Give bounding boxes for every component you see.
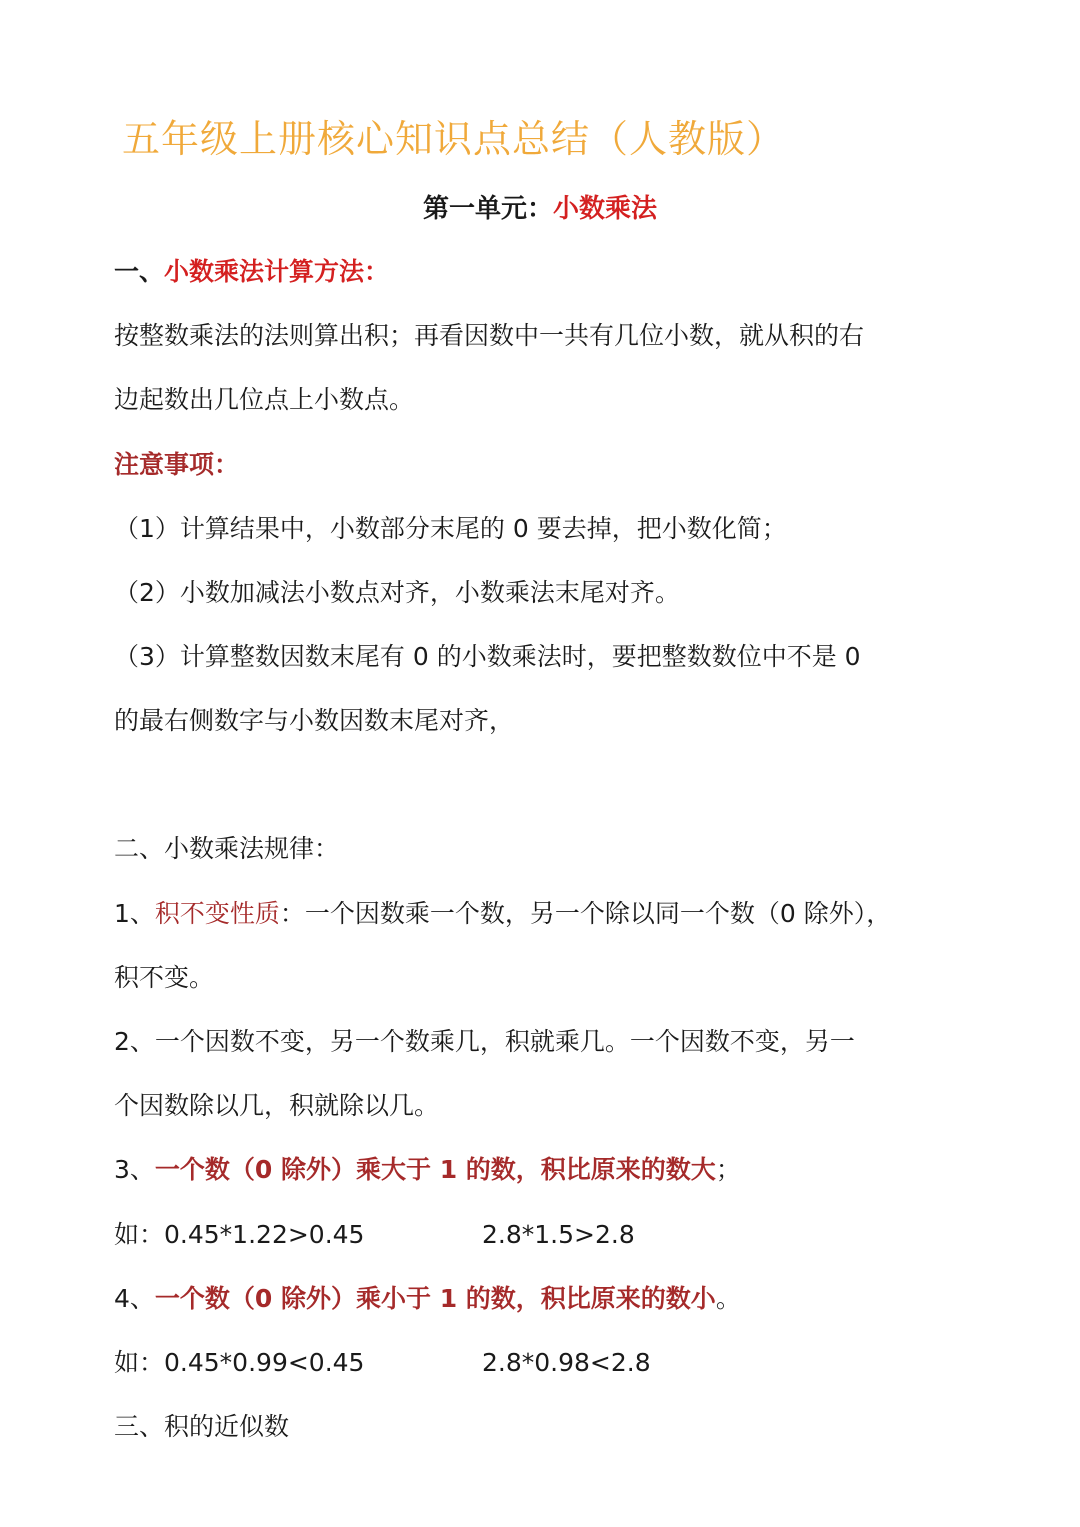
rule4-example-1: 0.45*0.99<0.45	[164, 1348, 365, 1377]
notes-item-2: （2）小数加减法小数点对齐，小数乘法末尾对齐。	[114, 578, 680, 607]
unit-prefix: 第一单元：	[422, 194, 553, 224]
section1-body-line2: 边起数出几位点上小数点。	[114, 385, 415, 414]
unit-name: 小数乘法	[553, 194, 658, 224]
section3-heading: 三、积的近似数	[114, 1412, 290, 1441]
notes-item-1: （1）计算结果中，小数部分末尾的 0 要去掉，把小数化简；	[114, 514, 787, 543]
unit-heading	[0, 188, 1080, 225]
rule3-example-2: 2.8*1.5>2.8	[482, 1220, 635, 1249]
rule4-text: 一个数（0 除外）乘小于 1 的数，积比原来的数小	[154, 1284, 716, 1313]
rule3-example	[114, 1217, 364, 1253]
section1-heading	[114, 254, 389, 290]
rule4-line	[114, 1281, 741, 1317]
rule4-example	[114, 1345, 364, 1381]
section1-title: 小数乘法计算方法：	[164, 257, 390, 286]
rule3-text: 一个数（0 除外）乘大于 1 的数，积比原来的数大	[154, 1155, 716, 1184]
rule3-example-prefix: 如：	[114, 1220, 165, 1249]
rule1-text: ：一个因数乘一个数，另一个除以同一个数（0 除外），	[279, 899, 892, 928]
section2-heading: 二、小数乘法规律：	[114, 834, 340, 863]
page-title: 五年级上册核心知识点总结（人教版）	[122, 117, 786, 161]
rule1-number: 1、	[114, 899, 155, 928]
rule3-line	[114, 1152, 741, 1188]
rule3-example-1: 0.45*1.22>0.45	[164, 1220, 365, 1249]
section1-number: 一、	[114, 257, 165, 286]
rule1-line1	[114, 896, 891, 932]
rule3-number: 3、	[114, 1155, 155, 1184]
rule4-number: 4、	[114, 1284, 155, 1313]
rule4-example-2: 2.8*0.98<2.8	[482, 1348, 651, 1377]
rule4-end: 。	[715, 1284, 741, 1313]
section1-body-line1: 按整数乘法的法则算出积；再看因数中一共有几位小数，就从积的右	[114, 321, 865, 350]
rule1-line2: 积不变。	[114, 963, 215, 992]
rule2-line1: 2、一个因数不变，另一个数乘几，积就乘几。一个因数不变，另一	[114, 1027, 855, 1056]
notes-heading: 注意事项：	[114, 450, 240, 479]
notes-item-3-line1: （3）计算整数因数末尾有 0 的小数乘法时，要把整数数位中不是 0	[114, 642, 861, 671]
rule4-example-prefix: 如：	[114, 1348, 165, 1377]
rule1-name: 积不变性质	[154, 899, 280, 928]
rule3-end: ；	[715, 1155, 741, 1184]
notes-item-3-line2: 的最右侧数字与小数因数末尾对齐，	[114, 706, 515, 735]
rule2-line2: 个因数除以几，积就除以几。	[114, 1091, 440, 1120]
